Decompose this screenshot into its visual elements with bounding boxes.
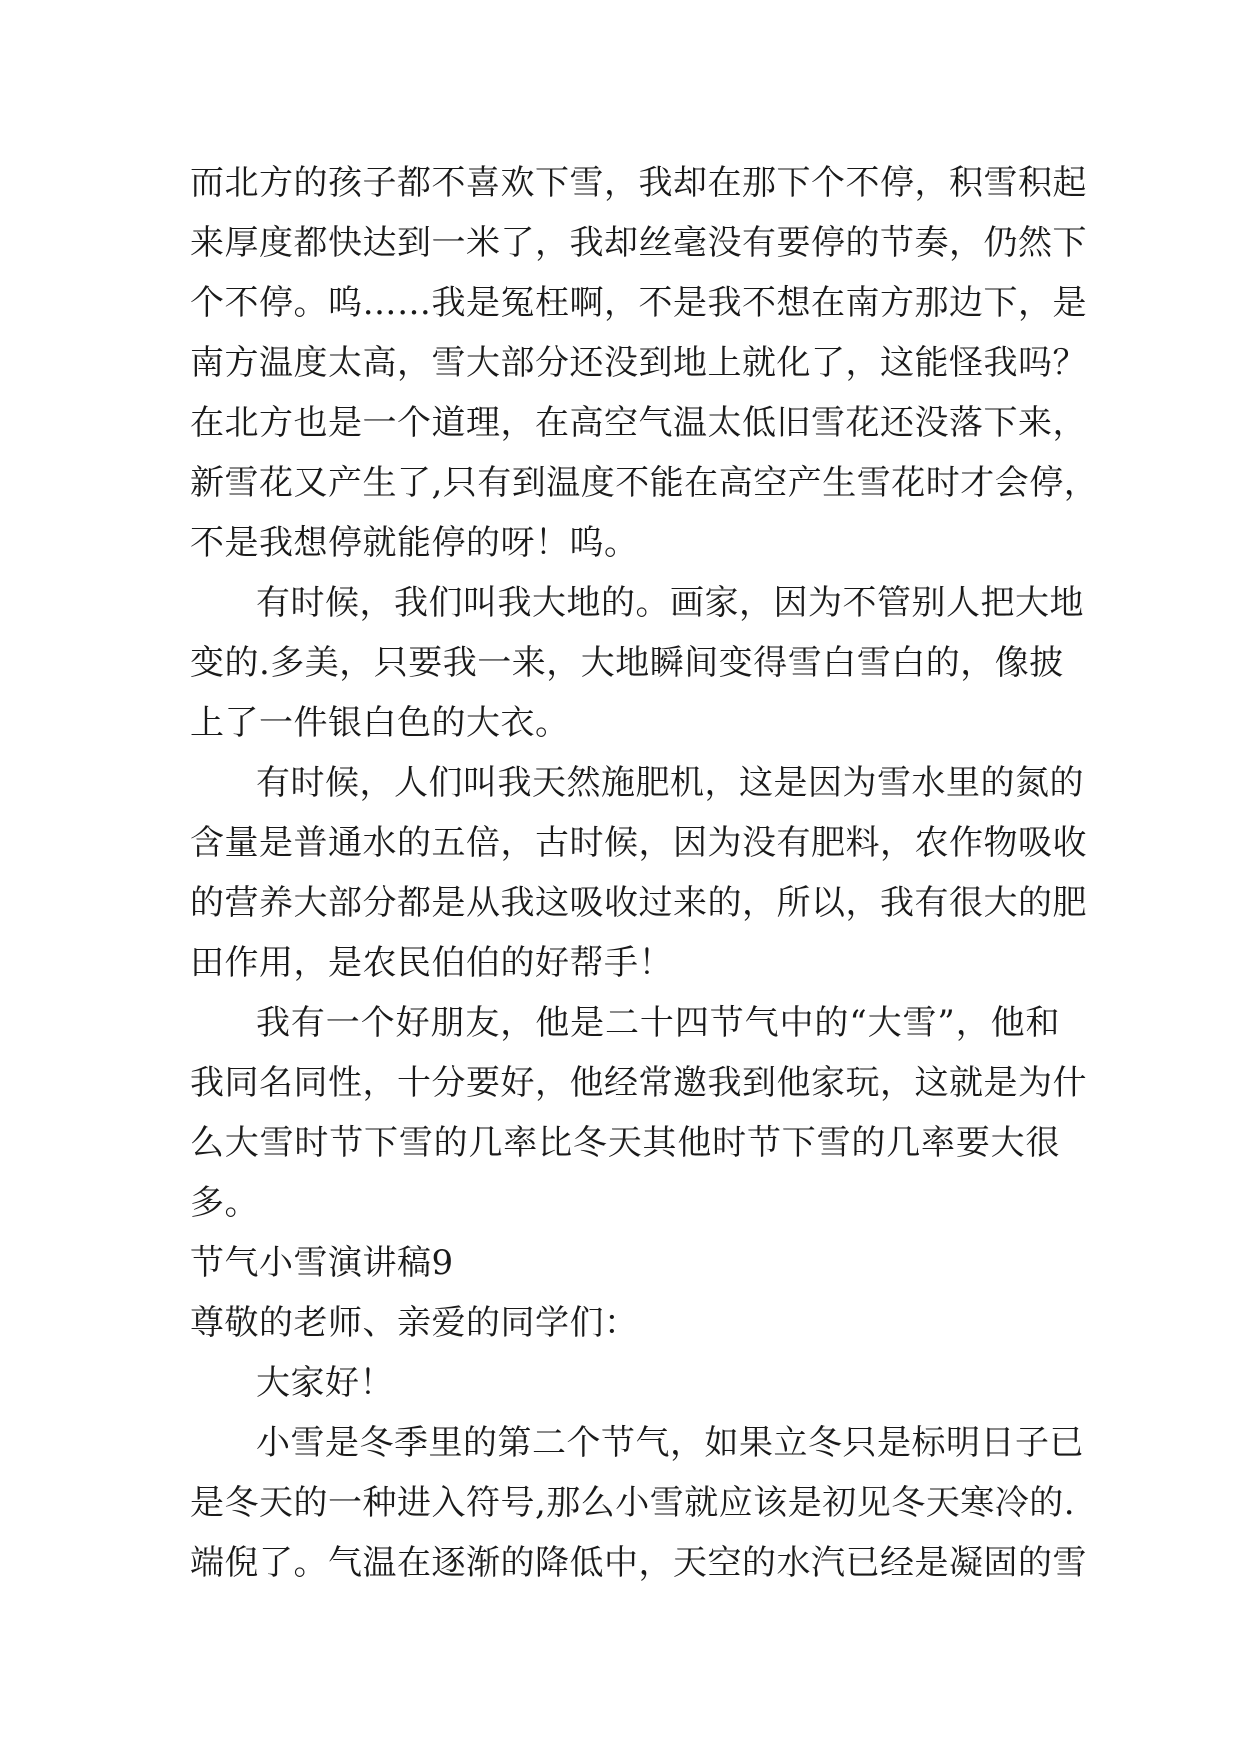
paragraph-1-line-4: 南方温度太高，雪大部分还没到地上就化了，这能怪我吗？ [190, 343, 1087, 383]
salutation: 尊敬的老师、亲爱的同学们： [190, 1303, 639, 1343]
paragraph-3-line-3: 的营养大部分都是从我这吸收过来的，所以，我有很大的肥 [190, 883, 1087, 923]
final-paragraph-line-3: 端倪了。气温在逐渐的降低中，天空的水汽已经是凝固的雪 [190, 1543, 1087, 1583]
paragraph-4-line-4: 多。 [190, 1183, 259, 1223]
final-paragraph-line-2: 是冬天的一种进入符号,那么小雪就应该是初见冬天寒冷的. [190, 1483, 1076, 1523]
paragraph-1-line-7: 不是我想停就能停的呀！呜。 [190, 523, 639, 563]
paragraph-3-line-1: 有时候，人们叫我天然施肥机，这是因为雪水里的氮的 [256, 763, 1084, 803]
paragraph-1-line-5: 在北方也是一个道理，在高空气温太低旧雪花还没落下来， [190, 403, 1087, 443]
paragraph-2-line-2: 变的.多美，只要我一来，大地瞬间变得雪白雪白的，像披 [190, 643, 1064, 683]
paragraph-1-line-1: 而北方的孩子都不喜欢下雪，我却在那下个不停，积雪积起 [190, 163, 1087, 203]
paragraph-3-line-2: 含量是普通水的五倍，古时候，因为没有肥料，农作物吸收 [190, 823, 1087, 863]
paragraph-2-line-3: 上了一件银白色的大衣。 [190, 703, 570, 743]
paragraph-1-line-6: 新雪花又产生了,只有到温度不能在高空产生雪花时才会停， [190, 463, 1099, 503]
paragraph-1-line-3: 个不停。呜……我是冤枉啊，不是我不想在南方那边下，是 [190, 283, 1087, 323]
paragraph-4-line-3: 么大雪时节下雪的几率比冬天其他时节下雪的几率要大很 [190, 1123, 1060, 1163]
final-paragraph-line-1: 小雪是冬季里的第二个节气，如果立冬只是标明日子已 [256, 1423, 1084, 1463]
paragraph-4-line-1: 我有一个好朋友，他是二十四节气中的“大雪”，他和 [256, 1003, 1060, 1043]
paragraph-2-line-1: 有时候，我们叫我大地的。画家，因为不管别人把大地 [256, 583, 1084, 623]
paragraph-4-line-2: 我同名同性，十分要好，他经常邀我到他家玩，这就是为什 [190, 1063, 1087, 1103]
paragraph-1-line-2: 来厚度都快达到一米了，我却丝毫没有要停的节奏，仍然下 [190, 223, 1087, 263]
section-heading: 节气小雪演讲稿9 [190, 1243, 454, 1283]
document-body [190, 153, 1099, 1593]
paragraph-3-line-4: 田作用，是农民伯伯的好帮手！ [190, 943, 673, 983]
greeting: 大家好！ [256, 1363, 394, 1403]
